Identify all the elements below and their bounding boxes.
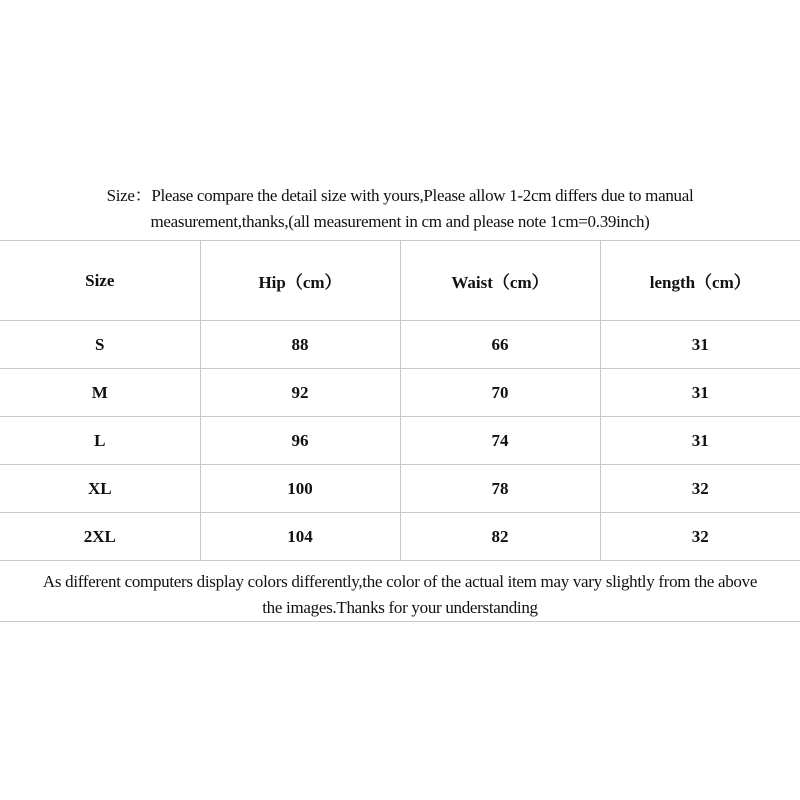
size-instructions-line-1: Size：Please compare the detail size with yours,Please allow 1-2cm differs due to manual	[106, 186, 694, 205]
cell-length: 32	[600, 513, 800, 561]
cell-waist: 82	[400, 513, 600, 561]
table-row	[0, 417, 800, 465]
cell-length: 31	[600, 321, 800, 369]
cell-hip: 88	[200, 321, 400, 369]
cell-hip: 96	[200, 417, 400, 465]
table-row	[0, 321, 800, 369]
table-row	[0, 513, 800, 561]
cell-waist: 74	[400, 417, 600, 465]
cell-length: 31	[600, 417, 800, 465]
header-size: Size	[0, 241, 200, 321]
header-hip: Hip（cm）	[200, 241, 400, 321]
cell-size: XL	[0, 465, 200, 513]
cell-size: M	[0, 369, 200, 417]
color-disclaimer-line-2: the images.Thanks for your understanding	[262, 598, 538, 617]
size-instructions	[0, 183, 800, 235]
cell-length: 32	[600, 465, 800, 513]
table-row	[0, 465, 800, 513]
cell-waist: 66	[400, 321, 600, 369]
header-waist: Waist（cm）	[400, 241, 600, 321]
cell-hip: 100	[200, 465, 400, 513]
cell-size: 2XL	[0, 513, 200, 561]
cell-waist: 78	[400, 465, 600, 513]
size-chart-table	[0, 240, 800, 561]
table-row	[0, 369, 800, 417]
cell-size: S	[0, 321, 200, 369]
cell-waist: 70	[400, 369, 600, 417]
cell-hip: 92	[200, 369, 400, 417]
table-header-row	[0, 241, 800, 321]
cell-size: L	[0, 417, 200, 465]
cell-length: 31	[600, 369, 800, 417]
cell-hip: 104	[200, 513, 400, 561]
header-length: length（cm）	[600, 241, 800, 321]
color-disclaimer-line-1: As different computers display colors differently,the color of the actual item may vary slightly from the above	[42, 572, 758, 591]
size-instructions-line-2: measurement,thanks,(all measurement in cm and please note 1cm=0.39inch)	[150, 212, 650, 231]
color-disclaimer	[0, 562, 800, 622]
